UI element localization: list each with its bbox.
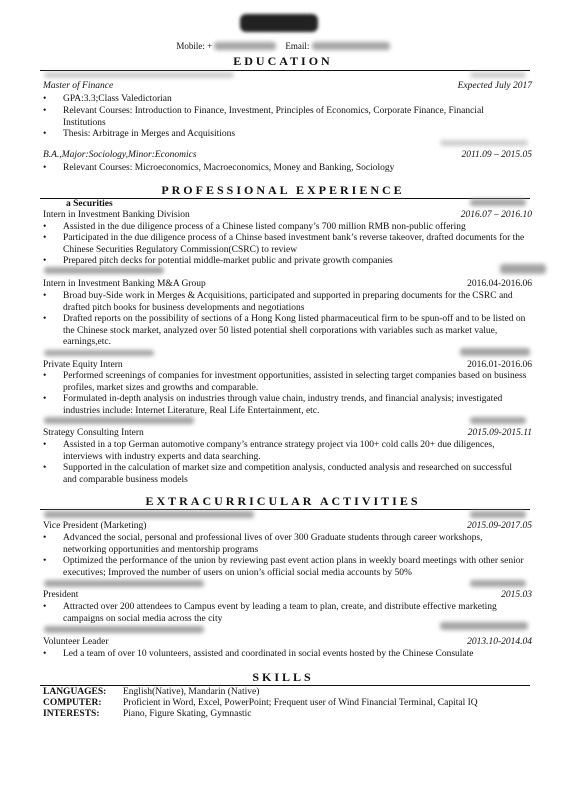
date-degree-1: Expected July 2017 xyxy=(457,81,532,91)
email-label: Email: xyxy=(285,41,310,51)
list-item: • Assisted in a top German automotive company’s entrance strategy project via 100+ cold calls 20+ due diligences, interviews with industry experts and data searching. xyxy=(43,440,495,462)
job-role: Private Equity Intern xyxy=(43,360,123,370)
list-item: • Prepared pitch decks for potential middle-market public and private growth companies xyxy=(43,256,393,266)
redacted-location xyxy=(470,511,526,518)
section-title-skills: SKILLS xyxy=(252,670,314,684)
mobile-label: Mobile: + xyxy=(176,41,213,51)
list-item: • Performed screenings of companies for investment opportunities, assisted in selecting target companies based on business profiles, market sizes and growths and comparable. xyxy=(43,371,527,393)
activity-role: Volunteer Leader xyxy=(43,637,109,647)
list-item: • Broad buy-Side work in Merges & Acquisitions, participated and supported in preparing documents for the CSRC and drafted pitch books for business developments and negotiations xyxy=(43,291,513,313)
redacted-location-1 xyxy=(470,72,526,78)
job-role: Intern in Investment Banking M&A Group xyxy=(43,279,206,289)
redacted-email xyxy=(312,42,390,50)
redacted-location-2 xyxy=(440,140,528,146)
redacted-location xyxy=(440,622,528,630)
redacted-school-1 xyxy=(44,72,234,78)
job-date: 2016.07 – 2016.10 xyxy=(460,210,532,220)
redacted-location xyxy=(500,264,546,274)
list-item: • Optimized the performance of the union by reviewing past event action plans in weekly board meetings with other senior executives; Improved the number of users on union’s official social media accounts by 50% xyxy=(43,556,524,578)
list-item: • GPA:3.3;Class Valedictorian xyxy=(43,94,172,104)
list-item: • Advanced the social, personal and professional lives of over 300 Graduate students through career workshops, networking opportunities and mentorship programs xyxy=(43,533,483,555)
redacted-location xyxy=(470,199,526,206)
list-item: • Thesis: Arbitrage in Merges and Acquisitions xyxy=(43,129,236,139)
redacted-company xyxy=(44,350,154,356)
redacted-location xyxy=(460,348,530,356)
redacted-location xyxy=(470,417,526,424)
redacted-location xyxy=(470,580,526,587)
list-item: • Attracted over 200 attendees to Campus event by leading a team to plan, create, and distribute effective marketing campaigns on social media across the city xyxy=(43,602,497,624)
date-degree-2: 2011.09 – 2015.05 xyxy=(461,150,532,160)
list-item: • Relevant Courses: Introduction to Finance, Investment, Principles of Economics, Corporate Finance, Financial Institutions xyxy=(43,106,484,128)
skill-row: LANGUAGES: English(Native), Mandarin (Native) xyxy=(43,687,260,697)
job-role: Intern in Investment Banking Division xyxy=(43,210,190,220)
activity-date: 2015.09-2017.05 xyxy=(467,521,532,531)
redacted-company xyxy=(44,417,194,424)
list-item: • Formulated in-depth analysis on industries through value chain, industry trends, and financial analysis; investigated industries include: Internet Literature, Real Life Entertainment, etc. xyxy=(43,394,503,416)
job-date: 2015.09-2015.11 xyxy=(467,428,532,438)
activity-date: 2015.03 xyxy=(501,590,532,600)
redacted-organization xyxy=(44,511,254,518)
degree-1: Master of Finance xyxy=(43,81,114,91)
job-role: Strategy Consulting Intern xyxy=(43,428,144,438)
list-item: • Led a team of over 10 volunteers, assisted and coordinated in social events hosted by the Chinese Consulate xyxy=(43,649,474,659)
list-item: • Relevant Courses: Microeconomics, Macroeconomics, Money and Banking, Sociology xyxy=(43,163,395,173)
company-name: a Securities xyxy=(66,199,113,209)
section-rule xyxy=(40,509,530,510)
activity-role: Vice President (Marketing) xyxy=(43,521,147,531)
job-date: 2016.01-2016.06 xyxy=(467,360,532,370)
skill-row: INTERESTS: Piano, Figure Skating, Gymnastic xyxy=(43,709,252,719)
section-title-activities: EXTRACURRICULAR ACTIVITIES xyxy=(145,494,421,508)
activity-date: 2013.10-2014.04 xyxy=(467,637,532,647)
degree-2: B.A.,Major:Sociology,Minor:Economics xyxy=(43,150,197,160)
redacted-mobile xyxy=(214,42,276,50)
job-date: 2016.04-2016.06 xyxy=(467,279,532,289)
section-rule xyxy=(40,685,530,686)
activity-role: President xyxy=(43,590,79,600)
section-rule xyxy=(40,70,530,71)
list-item: • Supported in the calculation of market size and competition analysis, conducted analysis and researched on successful and comparable business models xyxy=(43,463,512,485)
section-title-experience: PROFESSIONAL EXPERIENCE xyxy=(161,183,405,197)
section-title-education: EDUCATION xyxy=(233,54,333,68)
list-item: • Drafted reports on the possibility of sections of a Hong Kong listed pharmaceutical firm to be spun-off and to be listed on the Chinese stock market, analyzed over 50 listed potential shell corporations with variables such as market value, earnings,etc. xyxy=(43,314,526,347)
section-rule xyxy=(40,198,530,199)
redacted-organization xyxy=(44,580,204,587)
redacted-organization xyxy=(44,626,204,633)
contact-line xyxy=(0,41,566,51)
list-item: • Participated in the due diligence process of a Chinse based investment bank’s reverse takeover, drafted documents for the Chinese Securities Regulatory Commission(CSRC) to review xyxy=(43,233,525,255)
redacted-company xyxy=(44,267,164,274)
skill-row: COMPUTER: Proficient in Word, Excel, PowerPoint; Frequent user of Wind Financial Terminal, Capital IQ xyxy=(43,698,478,708)
redacted-name xyxy=(240,14,318,32)
list-item: • Assisted in the due diligence process of a Chinese listed company’s 700 million RMB non-public offering xyxy=(43,222,466,232)
